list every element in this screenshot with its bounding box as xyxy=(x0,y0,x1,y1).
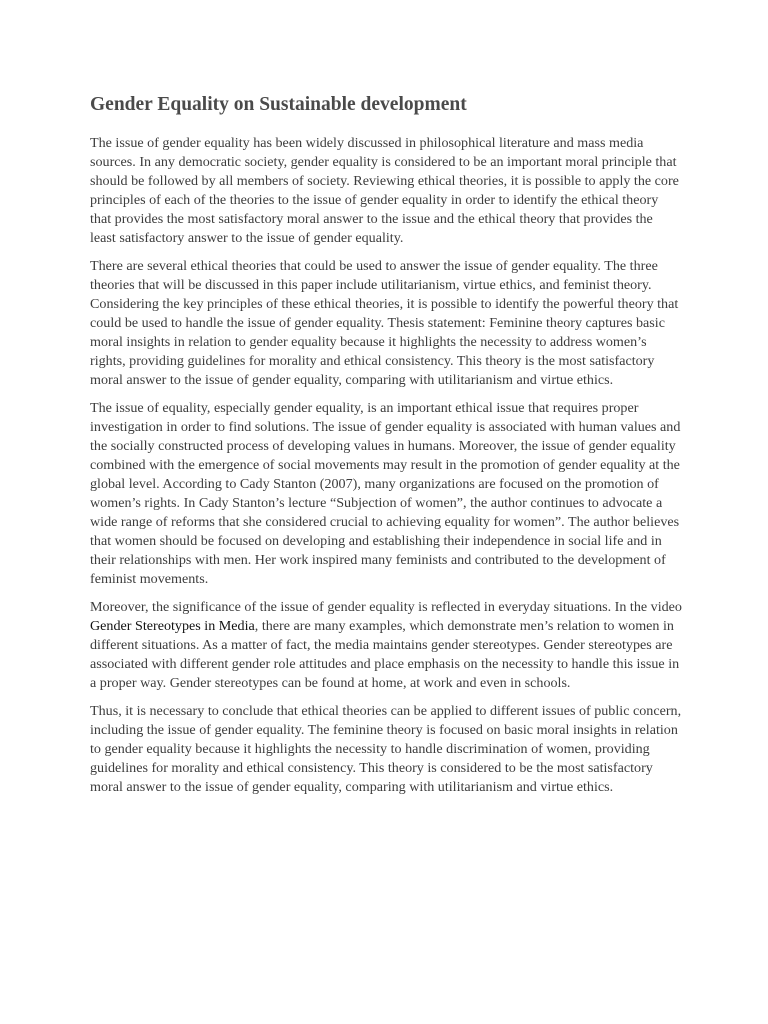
gender-stereotypes-video-link[interactable]: Gender Stereotypes in Media xyxy=(90,618,255,634)
paragraph-stereotypes-text-before: Moreover, the significance of the issue of gender equality is reflected in everyday situations. In the video xyxy=(90,599,682,615)
paragraph-conclusion: Thus, it is necessary to conclude that ethical theories can be applied to different issues of public concern, including the issue of gender equality. The feminine theory is focused on basic moral insights in relation to gender equality because it highlights the necessity to handle discrimination of women, providing guidelines for morality and ethical consistency. This theory is considered to be the most satisfactory moral answer to the issue of gender equality, comparing with utilitarianism and virtue ethics. xyxy=(90,703,682,795)
paragraph-stereotypes xyxy=(90,598,682,693)
paragraph-equality-issue: The issue of equality, especially gender equality, is an important ethical issue that requires proper investigation in order to find solutions. The issue of gender equality is associated with human values and the socially constructed process of developing values in humans. Moreover, the issue of gender equality combined with the emergence of social movements may result in the promotion of gender equality at the global level. According to Cady Stanton (2007), many organizations are focused on the promotion of women’s rights. In Cady Stanton’s lecture “Subjection of women”, the author continues to advocate a wide range of reforms that she considered crucial to achieving equality for women”. The author believes that women should be focused on developing and establishing their independence in social life and in their relationships with men. Her work inspired many feminists and contributed to the development of feminist movements. xyxy=(90,400,681,587)
document-page xyxy=(90,92,682,806)
document-title: Gender Equality on Sustainable development xyxy=(90,94,467,115)
paragraph-intro: The issue of gender equality has been widely discussed in philosophical literature and mass media sources. In any democratic society, gender equality is considered to be an important moral principle that should be followed by all members of society. Reviewing ethical theories, it is possible to apply the core principles of each of the theories to the issue of gender equality in order to identify the ethical theory that provides the most satisfactory moral answer to the issue and the ethical theory that provides the least satisfactory answer to the issue of gender equality. xyxy=(90,135,679,246)
paragraph-stereotypes-text-after: , there are many examples, which demonstrate men’s relation to women in different situations. As a matter of fact, the media maintains gender stereotypes. Gender stereotypes are associated with different gender role attitudes and place emphasis on the necessity to handle this issue in a proper way. Gender stereotypes can be found at home, at work and even in schools. xyxy=(90,618,680,691)
paragraph-theories: There are several ethical theories that could be used to answer the issue of gender equality. The three theories that will be discussed in this paper include utilitarianism, virtue ethics, and feminist theory. Considering the key principles of these ethical theories, it is possible to identify the powerful theory that could be used to handle the issue of gender equality. Thesis statement: Feminine theory captures basic moral insights in relation to gender equality because it highlights the necessity to address women’s rights, providing guidelines for morality and ethical consistency. This theory is the most satisfactory moral answer to the issue of gender equality, comparing with utilitarianism and virtue ethics. xyxy=(90,258,679,388)
